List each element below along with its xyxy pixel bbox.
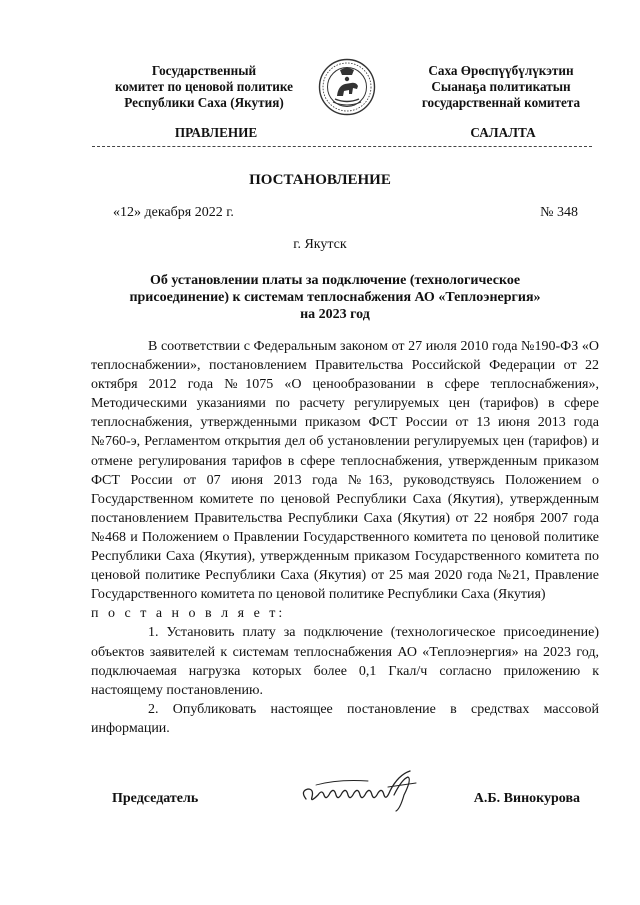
- board-label-russian: ПРАВЛЕНИЕ: [174, 125, 258, 140]
- signatory-role: Председатель: [112, 791, 199, 806]
- org-name-yakut: [392, 63, 610, 111]
- org-line: Саха Өрөспүүбүлүкэтин: [428, 63, 574, 78]
- coat-of-arms-emblem: [318, 58, 376, 116]
- subject-line: на 2023 год: [300, 307, 370, 322]
- org-line: государственнай комитета: [421, 95, 581, 110]
- subject-line: присоединение) к системам теплоснабжения АО «Теплоэнергия»: [129, 290, 541, 305]
- org-name-russian: [98, 63, 310, 111]
- subject-line: Об установлении платы за подключение (технологическое: [149, 273, 521, 288]
- decree-word: п о с т а н о в л я е т:: [91, 606, 286, 622]
- decision-item-2: 2. Опубликовать настоящее постановление в средствах массовой информации.: [91, 701, 599, 736]
- document-body: [91, 337, 599, 738]
- org-line: Республики Саха (Якутия): [124, 95, 284, 110]
- header-divider: [92, 146, 592, 147]
- document-city: г. Якутск: [293, 237, 347, 252]
- document-number: № 348: [540, 205, 578, 220]
- document-date: «12» декабря 2022 г.: [113, 205, 234, 220]
- preamble-paragraph: В соответствии с Федеральным законом от 27 июля 2010 года №190-ФЗ «О теплоснабжении», постановлением Правительства Российской Федерации от 22 октября 2012 года №1075 «О ценообразовании в сфере теплоснабжения», Методическими указаниями по расчету регулируемых цен (тарифов) в сфере теплоснабжения, утвержденными приказом ФСТ России от 13 июня 2013 года №760-э, Регламентом открытия дел об установлении регулируемых цен (тарифов) и отмене регулирования тарифов в сфере теплоснабжения, утвержденным приказом ФСТ России от 07 июня 2013 года №163, руководствуясь Положением о Государственном комитете по ценовой Республики Саха (Якутия), утвержденным постановлением Правительства Республики Саха (Якутия) от 22 ноября 2007 года №468 и Положением о Правлении Государственного комитета по ценовой политике Республики Саха (Якутия), утвержденным приказом Государственного комитета по ценовой политике Республики Саха (Якутия) от 25 мая 2020 года №21, Правление Государственного комитета по ценовой политике Республики Саха (Якутия): [91, 339, 599, 603]
- document-subject: [110, 272, 560, 323]
- org-line: комитет по ценовой политике: [115, 79, 293, 94]
- org-line: Сыанаҕа политикатын: [431, 79, 571, 94]
- org-line: Государственный: [151, 63, 257, 78]
- signatory-name: А.Б. Винокурова: [473, 791, 580, 806]
- document-title: ПОСТАНОВЛЕНИЕ: [249, 172, 391, 188]
- board-label-yakut: САЛАЛТА: [470, 125, 536, 140]
- decision-item-1: 1. Установить плату за подключение (технологическое присоединение) объектов заявителей к системам теплоснабжения АО «Теплоэнергия» на 2023 год, подключаемая нагрузка которых более 0,1 Гкал/ч согласно приложению к настоящему постановлению.: [91, 625, 599, 698]
- handwritten-signature: [298, 765, 428, 815]
